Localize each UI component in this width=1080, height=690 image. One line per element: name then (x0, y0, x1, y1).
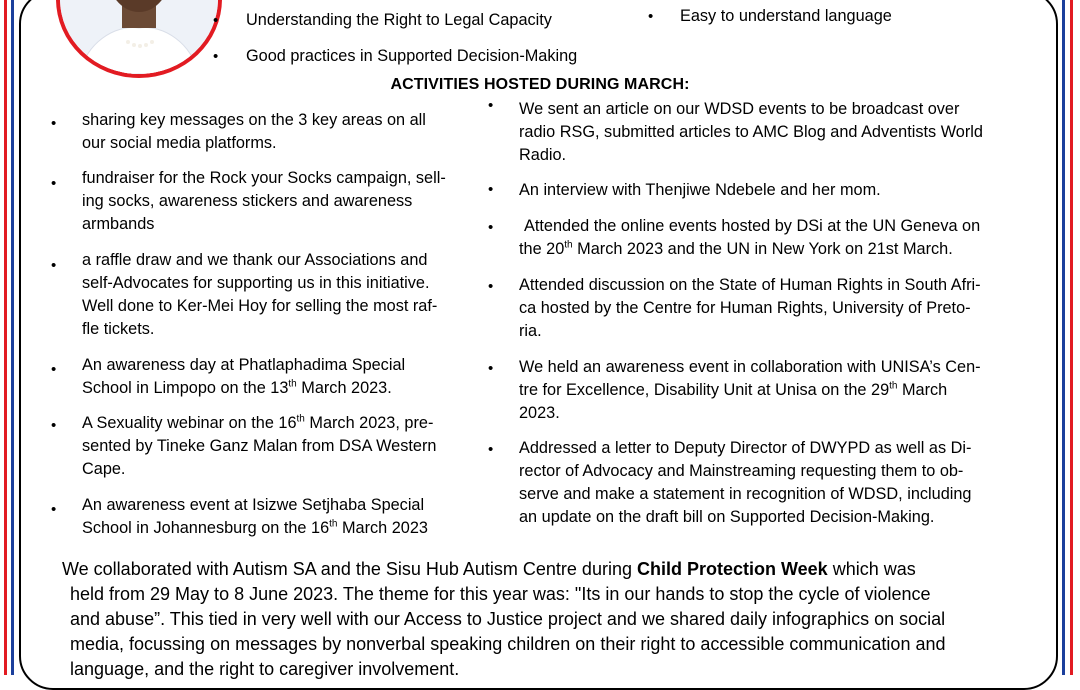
list-item: A Sexuality webinar on the 16th March 2023, pre- sented by Tineke Ganz Malan from DSA Western Cape. (82, 413, 437, 478)
top-bullet-item: Good practices in Supported Decision-Making (246, 47, 578, 65)
list-item: Attended the online events hosted by DSi at the UN Geneva on the 20th March 2023 and the UN in New York on 21st March. (519, 217, 981, 258)
list-item: An interview with Thenjiwe Ndebele and her mom. (519, 181, 881, 199)
bullet-icon: • (51, 115, 57, 132)
list-item: An awareness day at Phatlaphadima Special School in Limpopo on the 13th March 2023. (82, 356, 406, 397)
bullet-icon: • (488, 181, 494, 198)
bullet-icon: • (51, 501, 57, 518)
child-protection-paragraph: We collaborated with Autism SA and the Sisu Hub Autism Centre during Child Protection Week which was held from 29 May to 8 June 2023. The theme for this year was: "Its in our hands to stop the cycle of violence and abuse”. This tied in very well with our Access to Justice project and we shared daily infographics on social media, focussing on messages by nonverbal speaking children on their right to accessible communication and language, and the right to caregiver involvement. (62, 559, 946, 679)
bullet-icon: • (51, 175, 57, 192)
bullet-icon: • (488, 278, 494, 295)
section-heading: ACTIVITIES HOSTED DURING MARCH: (390, 76, 690, 93)
right-blue-border-stripe (1062, 0, 1065, 675)
bullet-icon: • (488, 97, 494, 114)
list-item: Attended discussion on the State of Human Rights in South Afri- ca hosted by the Centre for Human Rights, University of Preto- ria. (519, 276, 981, 340)
child-protection-week-label: Child Protection Week (636, 559, 828, 579)
list-item: Addressed a letter to Deputy Director of DWYPD as well as Di- rector of Advocacy and Mainstreaming requesting them to ob- serve and make a statement in recognition of WDSD, including an update on the draft bill on Supported Decision-Making. (519, 439, 972, 526)
list-item: We sent an article on our WDSD events to be broadcast over radio RSG, submitted articles to AMC Blog and Adventists World Radio. (519, 100, 983, 164)
top-bullet-item: Easy to understand language (680, 7, 892, 25)
list-item: a raffle draw and we thank our Associations and self-Advocates for supporting us in this initiative. Well done to Ker-Mei Hoy for selling the most raf- fle tickets. (82, 251, 438, 338)
list-item: An awareness event at Isizwe Setjhaba Special School in Johannesburg on the 16th March 2023 (82, 496, 428, 537)
bullet-icon: • (213, 48, 219, 65)
bullet-icon: • (51, 257, 57, 274)
list-item: We held an awareness event in collaboration with UNISA’s Cen- tre for Excellence, Disability Unit at Unisa on the 29th March 2023. (519, 358, 981, 422)
list-item: sharing key messages on the 3 key areas on all our social media platforms. (82, 111, 426, 152)
left-blue-border-stripe (11, 0, 14, 675)
bullet-icon: • (488, 219, 494, 236)
left-red-border-stripe (4, 0, 7, 675)
bullet-icon: • (488, 360, 494, 377)
right-red-border-stripe (1070, 0, 1073, 675)
top-bullet-item: Understanding the Right to Legal Capacity (246, 11, 552, 29)
bullet-icon: • (51, 361, 57, 378)
bullet-icon: • (648, 8, 654, 25)
bullet-icon: • (488, 441, 494, 458)
list-item: fundraiser for the Rock your Socks campaign, sell- ing socks, awareness stickers and awareness armbands (82, 169, 446, 233)
bullet-icon: • (213, 12, 219, 29)
bullet-icon: • (51, 417, 57, 434)
